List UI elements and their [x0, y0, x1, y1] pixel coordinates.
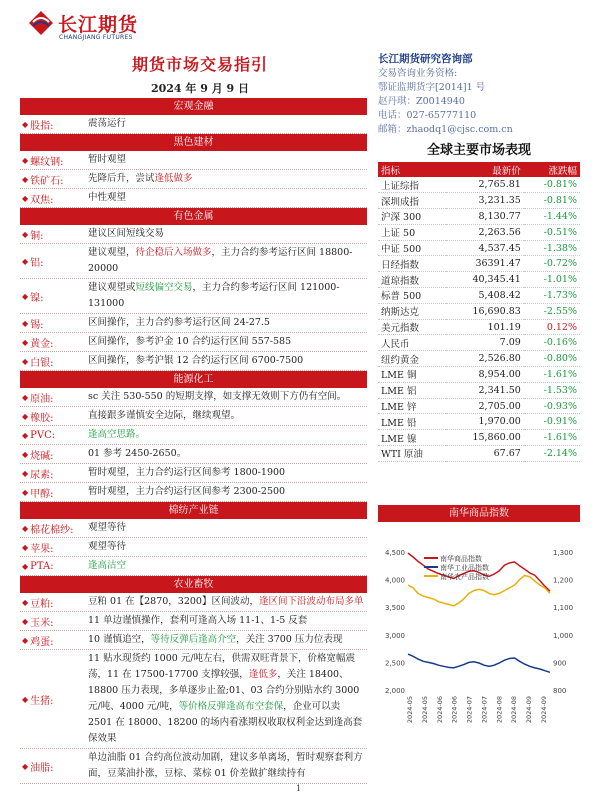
guide-label: ◆ 玉米:	[22, 616, 54, 629]
guide-row	[20, 483, 367, 502]
market-name: LME 铝	[378, 382, 446, 398]
market-name: WTI 原油	[378, 446, 446, 462]
guide-row	[20, 749, 367, 784]
market-price: 3,231.35	[446, 193, 524, 209]
market-change: -0.16%	[524, 335, 580, 351]
market-price: 15,860.00	[446, 430, 524, 446]
research-info	[378, 67, 580, 137]
market-header-price: 最新价	[446, 162, 524, 177]
market-price: 101.19	[446, 319, 524, 335]
y-right-tick: 900	[553, 659, 567, 668]
section-header: 棉纺产业链	[20, 502, 367, 519]
guide-label: ◆ 铝:	[22, 256, 44, 269]
section-header: 黑色建材	[20, 134, 367, 151]
bullet-icon: ◆	[22, 635, 29, 645]
market-row	[378, 193, 580, 209]
guide-text: 逢高空思路。	[88, 429, 146, 440]
market-table	[378, 162, 580, 462]
x-tick: 2024-06	[435, 696, 444, 724]
market-price: 40,345.41	[446, 272, 524, 288]
y-right-tick: 1,300	[553, 549, 574, 557]
bullet-icon: ◆	[22, 392, 29, 402]
guide-label: ◆ 豆粕:	[22, 597, 54, 610]
guide-text: 01 参考 2450-2650。	[88, 448, 187, 459]
market-row	[378, 177, 580, 193]
guide-label: ◆ 鸡蛋:	[22, 635, 54, 648]
guide-row	[20, 225, 367, 244]
x-tick: 2024-05	[420, 696, 429, 724]
guide-label: ◆ 锡:	[22, 318, 44, 331]
brand-name-en: CHANGJIANG FUTURES	[59, 34, 133, 41]
research-info-line: 邮箱：zhaodq1@cjsc.com.cn	[378, 124, 513, 135]
guide-row	[20, 279, 367, 314]
guide-text: 单边油脂 01 合约高位波动加剧，建议多单离场，暂时观察套利方面，豆菜油扑涨，豆棕、菜棕 01 价差做扩继续持有	[88, 752, 363, 779]
market-name: 上证综指	[378, 177, 446, 193]
bullet-icon: ◆	[22, 468, 29, 478]
legend-label: 南华农产品指数	[440, 573, 489, 581]
guide-text: 区间操作，主力合约参考运行区间 24-27.5	[88, 317, 270, 328]
guide-text: sc 关注 530-550 的短期支撑，如支撑无效则下方仍有空间。	[88, 391, 347, 402]
market-name: 上证 50	[378, 224, 446, 240]
y-right-tick: 1,000	[553, 631, 574, 640]
x-tick: 2024-07	[480, 696, 489, 724]
market-row	[378, 224, 580, 240]
market-price: 36391.47	[446, 256, 524, 272]
guide-row	[20, 464, 367, 483]
guide-text: 观望等待	[88, 541, 127, 552]
changjiang-logo-icon	[28, 10, 54, 36]
market-name: LME 锌	[378, 398, 446, 414]
market-change: -2.14%	[524, 446, 580, 462]
market-name: 深圳成指	[378, 193, 446, 209]
nanhua-chart	[378, 540, 580, 740]
y-right-tick: 1,100	[553, 604, 574, 613]
guide-label: ◆ 尿素:	[22, 468, 54, 481]
bullet-icon: ◆	[22, 523, 29, 533]
bullet-icon: ◆	[22, 430, 29, 440]
bullet-icon: ◆	[22, 291, 29, 301]
bullet-icon: ◆	[22, 761, 29, 771]
page-number: 1	[296, 784, 302, 793]
y-left-tick: 3,500	[384, 604, 405, 613]
guide-row	[20, 151, 367, 170]
market-change: -0.81%	[524, 177, 580, 193]
section-header: 宏观金融	[20, 98, 367, 115]
guide-text: 观望等待	[88, 522, 127, 533]
guide-row	[20, 170, 367, 189]
market-price: 2,765.81	[446, 177, 524, 193]
x-tick: 2024-05	[406, 696, 414, 724]
guide-row	[20, 593, 367, 612]
x-tick: 2024-09	[540, 696, 548, 724]
guide-row	[20, 445, 367, 464]
market-price: 16,690.83	[446, 303, 524, 319]
guide-text: 建议观望或短线偏空交易，主力合约参考运行区间 121000-131000	[88, 282, 340, 309]
guide-label: ◆ 铜:	[22, 229, 44, 242]
bullet-icon: ◆	[22, 449, 29, 459]
nanhua-chart-svg	[378, 540, 580, 740]
market-price: 8,130.77	[446, 209, 524, 225]
market-name: LME 铜	[378, 367, 446, 383]
market-name: 沪深 300	[378, 209, 446, 225]
x-tick: 2024-08	[495, 696, 504, 724]
series-line	[408, 654, 550, 672]
market-row	[378, 414, 580, 430]
market-price: 7.09	[446, 335, 524, 351]
bullet-icon: ◆	[22, 616, 29, 626]
guide-text: 区间操作，参考沪金 10 合约运行区间 557-585	[88, 336, 292, 347]
guide-label: ◆ 橡胶:	[22, 411, 54, 424]
bullet-icon: ◆	[22, 155, 29, 165]
guide-row	[20, 631, 367, 650]
market-price: 2,526.80	[446, 351, 524, 367]
market-row	[378, 367, 580, 383]
market-price: 2,705.00	[446, 398, 524, 414]
bullet-icon: ◆	[22, 193, 29, 203]
guide-row	[20, 612, 367, 631]
research-info-line: 交易咨询业务资格:	[378, 68, 458, 79]
market-change: -0.93%	[524, 398, 580, 414]
y-left-tick: 4,000	[384, 576, 405, 585]
guide-row	[20, 244, 367, 279]
market-row	[378, 446, 580, 462]
legend-label: 南华工业品指数	[440, 564, 489, 572]
market-price: 2,341.50	[446, 382, 524, 398]
market-name: 人民币	[378, 335, 446, 351]
guide-row	[20, 557, 367, 576]
market-name: 标普 500	[378, 288, 446, 304]
market-name: 中证 500	[378, 240, 446, 256]
market-price: 4,537.45	[446, 240, 524, 256]
bullet-icon: ◆	[22, 356, 29, 366]
market-row	[378, 398, 580, 414]
guide-row	[20, 189, 367, 208]
bullet-icon: ◆	[22, 318, 29, 328]
guide-label: ◆ 油脂:	[22, 761, 54, 774]
bullet-icon: ◆	[22, 694, 29, 704]
bullet-icon: ◆	[22, 561, 29, 571]
guide-row	[20, 650, 367, 749]
market-header-change: 涨跌幅	[524, 162, 580, 177]
market-change: 0.12%	[524, 319, 580, 335]
market-row	[378, 335, 580, 351]
guide-text: 10 谨慎追空，等待反弹后逢高介空，关注 3700 压力位表现	[88, 634, 343, 645]
guide-text: 震荡运行	[88, 118, 127, 129]
guide-text: 建议观望，待企稳后入场做多，主力合约参考运行区间 18800-20000	[88, 247, 353, 274]
research-info-line: 赵丹琪：Z0014940	[378, 96, 465, 107]
guide-text: 11 贴水现货约 1000 元/吨左右，供需双旺背景下，价格宽幅震荡，11 在 17500-17700 支撑较强，逢低多，关注 18400、18800 压力表现，多单逐步止盈;01、03 合约分别贴水约 3000 元/吨、4000 元/吨，等价格反弹逢高布空套保，企业可以卖 2501 在 18000、18200 的场内看涨期权收取权利金达到逢高套保效果	[88, 653, 363, 744]
market-name: 道琼指数	[378, 272, 446, 288]
y-right-tick: 800	[553, 687, 567, 695]
guide-text: 直接跟多谨慎安全边际，继续观望。	[88, 410, 241, 421]
legend-label: 南华商品指数	[440, 555, 482, 563]
y-left-tick: 3,000	[384, 631, 405, 640]
market-change: -1.61%	[524, 367, 580, 383]
bullet-icon: ◆	[22, 542, 29, 552]
guide-label: ◆ PTA:	[22, 560, 54, 572]
market-price: 67.67	[446, 446, 524, 462]
market-change: -2.55%	[524, 303, 580, 319]
guide-row	[20, 314, 367, 333]
guide-row	[20, 115, 367, 134]
guide-text: 暂时观望，主力合约运行区间参考 2300-2500	[88, 486, 286, 497]
market-change: -0.81%	[524, 193, 580, 209]
guide-text: 逢高沽空	[88, 560, 127, 571]
section-header: 能源化工	[20, 371, 367, 388]
market-row	[378, 351, 580, 367]
market-price: 5,408.42	[446, 288, 524, 304]
market-name: LME 镍	[378, 430, 446, 446]
right-panel	[378, 52, 580, 462]
market-row	[378, 209, 580, 225]
market-change: -1.44%	[524, 209, 580, 225]
market-price: 1,970.00	[446, 414, 524, 430]
guide-label: ◆ 双焦:	[22, 193, 54, 206]
market-row	[378, 240, 580, 256]
research-info-line: 鄂证监期货字[2014]1 号	[378, 82, 486, 93]
market-price: 8,954.00	[446, 367, 524, 383]
bullet-icon: ◆	[22, 229, 29, 239]
y-left-tick: 2,000	[384, 687, 405, 695]
guide-row	[20, 407, 367, 426]
guide-row	[20, 519, 367, 538]
market-change: -0.72%	[524, 256, 580, 272]
chart-section-header: 南华商品指数	[378, 505, 580, 522]
y-left-tick: 4,500	[384, 549, 405, 557]
guide-text: 豆粕 01 在【2870，3200】区间波动，逢区间下沿波动布局多单	[88, 596, 364, 607]
guide-label: ◆ 螺纹钢:	[22, 155, 64, 168]
market-name: 纳斯达克	[378, 303, 446, 319]
market-change: -1.01%	[524, 272, 580, 288]
document-title: 期货市场交易指引	[131, 55, 268, 74]
guide-text: 暂时观望	[88, 154, 127, 165]
guide-label: ◆ 铁矿石:	[22, 174, 64, 187]
x-tick: 2024-08	[510, 696, 519, 724]
guide-text: 11 单边谨慎操作，套利可逢高入场 11-1、1-5 反套	[88, 615, 308, 626]
research-info-line: 电话：027-65777110	[378, 110, 477, 121]
market-change: -0.80%	[524, 351, 580, 367]
market-change: -1.61%	[524, 430, 580, 446]
market-title: 全球主要市场表现	[426, 143, 531, 158]
market-row	[378, 319, 580, 335]
y-right-tick: 1,200	[553, 576, 574, 585]
guide-text: 建议区间短线交易	[88, 228, 165, 239]
bullet-icon: ◆	[22, 411, 29, 421]
guide-label: ◆ 黄金:	[22, 337, 54, 350]
market-row	[378, 272, 580, 288]
x-tick: 2024-06	[450, 696, 459, 724]
guide-row	[20, 352, 367, 371]
bullet-icon: ◆	[22, 256, 29, 266]
section-header: 有色金属	[20, 208, 367, 225]
guide-label: ◆ 镍:	[22, 291, 44, 304]
guide-row	[20, 426, 367, 445]
section-header: 农业畜牧	[20, 576, 367, 593]
guide-label: ◆ 甲醇:	[22, 487, 54, 500]
x-tick: 2024-09	[525, 696, 534, 724]
brand-logo	[28, 8, 178, 48]
y-left-tick: 2,500	[384, 659, 405, 668]
market-row	[378, 288, 580, 304]
market-name: 日经指数	[378, 256, 446, 272]
market-row	[378, 303, 580, 319]
market-name: 美元指数	[378, 319, 446, 335]
bullet-icon: ◆	[22, 174, 29, 184]
market-name: LME 铅	[378, 414, 446, 430]
market-change: -1.53%	[524, 382, 580, 398]
bullet-icon: ◆	[22, 597, 29, 607]
guide-label: ◆ 烧碱:	[22, 449, 54, 462]
bullet-icon: ◆	[22, 337, 29, 347]
market-change: -0.91%	[524, 414, 580, 430]
market-change: -1.73%	[524, 288, 580, 304]
guide-text: 中性观望	[88, 192, 127, 203]
document-date: 2024 年 9 月 9 日	[150, 82, 250, 95]
guide-label: ◆ 苹果:	[22, 542, 54, 555]
market-change: -0.51%	[524, 224, 580, 240]
trading-guide	[20, 98, 367, 784]
guide-text: 区间操作，参考沪银 12 合约运行区间 6700-7500	[88, 355, 304, 366]
market-price: 2,263.56	[446, 224, 524, 240]
market-change: -1.38%	[524, 240, 580, 256]
brand-name-cn: 长江期货	[58, 14, 139, 36]
market-row	[378, 382, 580, 398]
bullet-icon: ◆	[22, 119, 29, 129]
guide-label: ◆ 股指:	[22, 119, 54, 132]
guide-row	[20, 538, 367, 557]
guide-label: ◆ 棉花棉纱:	[22, 523, 74, 536]
guide-label: ◆ PVC:	[22, 429, 56, 441]
research-dept: 长江期货研究咨询部	[378, 53, 473, 65]
market-row	[378, 256, 580, 272]
guide-text: 暂时观望，主力合约运行区间参考 1800-1900	[88, 467, 286, 478]
market-header-name: 指标	[378, 162, 446, 177]
guide-row	[20, 388, 367, 407]
guide-text: 先降后升，尝试逢低做多	[88, 173, 193, 184]
guide-label: ◆ 原油:	[22, 392, 54, 405]
market-name: 纽约黄金	[378, 351, 446, 367]
x-tick: 2024-07	[465, 696, 474, 724]
guide-label: ◆ 白银:	[22, 356, 54, 369]
bullet-icon: ◆	[22, 487, 29, 497]
guide-label: ◆ 生猪:	[22, 694, 54, 707]
market-row	[378, 430, 580, 446]
guide-row	[20, 333, 367, 352]
